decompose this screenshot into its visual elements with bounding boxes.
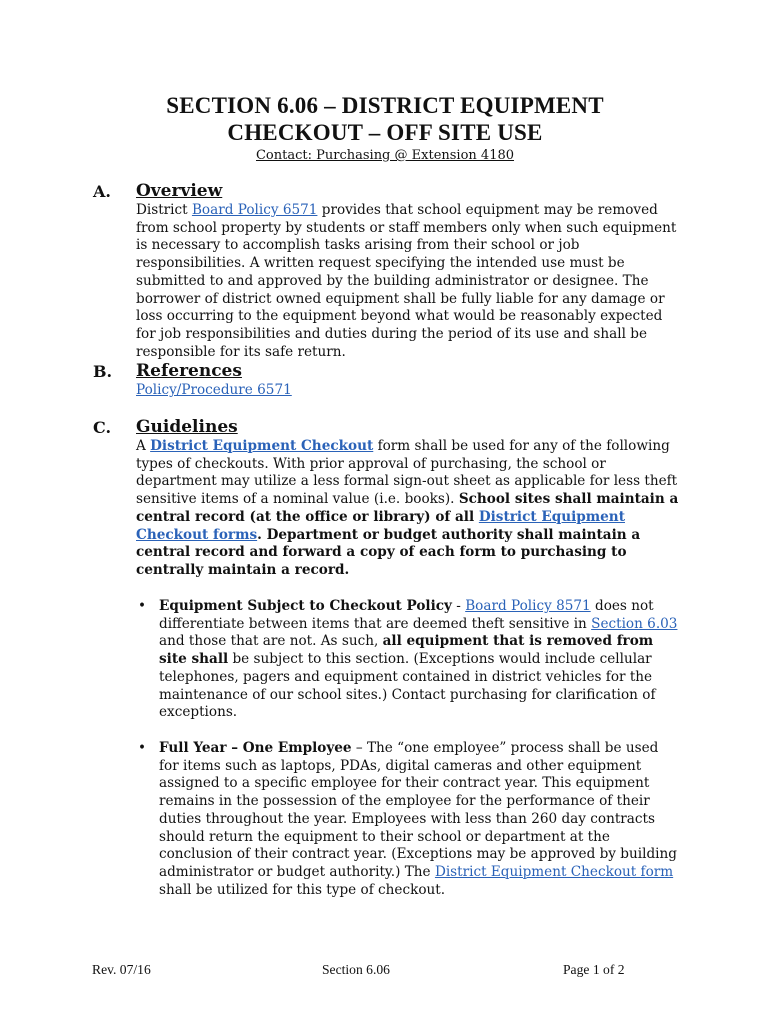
section-c-text-1: A (136, 438, 151, 454)
policy-procedure-6571-link[interactable]: Policy/Procedure 6571 (136, 382, 292, 398)
section-b-letter: B. (93, 362, 113, 381)
footer-page-number: Page 1 of 2 (563, 962, 625, 977)
footer-revision: Rev. 07/16 (92, 962, 151, 977)
district-equipment-checkout-link[interactable]: District Equipment Checkout (150, 438, 374, 454)
bullet-equipment-subject (136, 598, 681, 722)
section-b-heading: References (136, 361, 242, 381)
bullet-1-text-3: and those that are not. As such, (159, 633, 383, 650)
bullet-1-text-2: does not differentiate between items that are deemed theft sensitive in (159, 598, 654, 632)
bullet-1-text-4: be subject to this section. (Exceptions would include cellular telephones, pagers and equipment contained in district vehicles for the maintenance of our school sites.) Contact purchasing for clarification of exceptions. (159, 651, 656, 721)
bullet-dot: • (138, 598, 147, 614)
footer-section: Section 6.06 (322, 962, 390, 977)
section-c-bold-1: School sites shall maintain a central record (at the office or library) of all (136, 491, 679, 525)
document-title-line-2: CHECKOUT – OFF SITE USE (227, 120, 543, 145)
board-policy-8571-link[interactable]: Board Policy 8571 (465, 598, 591, 614)
section-a-heading: Overview (136, 181, 223, 201)
section-b-body (136, 382, 681, 400)
bullet-2-text-2: shall be utilized for this type of checkout. (159, 881, 446, 898)
contact-line: Contact: Purchasing @ Extension 4180 (255, 148, 515, 163)
section-603-link[interactable]: Section 6.03 (591, 615, 678, 632)
section-a-body (136, 202, 681, 361)
board-policy-6571-link[interactable]: Board Policy 6571 (191, 202, 318, 218)
district-equipment-checkout-forms-link[interactable]: District Equipment Checkout forms (136, 508, 625, 543)
document-title-line-1: SECTION 6.06 – DISTRICT EQUIPMENT (166, 93, 604, 118)
section-a-letter: A. (93, 182, 111, 201)
section-c-bold-2: . Department or budget authority shall maintain a central record and forward a copy of each form to purchasing to centrally maintain a record. (136, 526, 641, 578)
bullet-1-bold: all equipment that is removed from site shall (159, 633, 654, 668)
section-c-heading: Guidelines (136, 417, 238, 437)
bullet-2-text-1: – The “one employee” process shall be used for items such as laptops, PDAs, digital cameras and other equipment assigned to a specific employee for their contract year. This equipment remains in the possession of the employee for the performance of their duties throughout the year. Employees with less than 260 day contracts should return the equipment to their school or department at the conclusion of their contract year. (Exceptions may be approved by building administrator or budget authority.) The (159, 740, 677, 880)
bullet-full-year (136, 740, 681, 899)
bullet-1-lead: Equipment Subject to Checkout Policy (159, 598, 452, 614)
section-c-letter: C. (93, 418, 112, 437)
bullet-1-text-1: - (451, 598, 466, 614)
section-a-text-2: provides that school equipment may be removed from school property by students or staff members only when such equipment is necessary to accomplish tasks arising from their school or job responsibilities. A written request specifying the intended use must be submitted to and approved by the building administrator or designee. The borrower of district owned equipment shall be fully liable for any damage or loss occurring to the equipment beyond what would be reasonably expected for job responsibilities and duties during the period of its use and shall be responsible for its safe return. (136, 202, 677, 360)
section-c-text-2: form shall be used for any of the following types of checkouts. With prior approval of purchasing, the school or department may utilize a less formal sign-out sheet as applicable for less theft sensitive items of a nominal value (i.e. books). (136, 438, 678, 508)
district-equipment-checkout-form-link[interactable]: District Equipment Checkout form (434, 863, 674, 880)
bullet-dot: • (138, 740, 147, 756)
section-c-body (136, 438, 681, 580)
bullet-2-lead: Full Year – One Employee (159, 740, 352, 756)
section-a-text-1: District (136, 202, 192, 218)
